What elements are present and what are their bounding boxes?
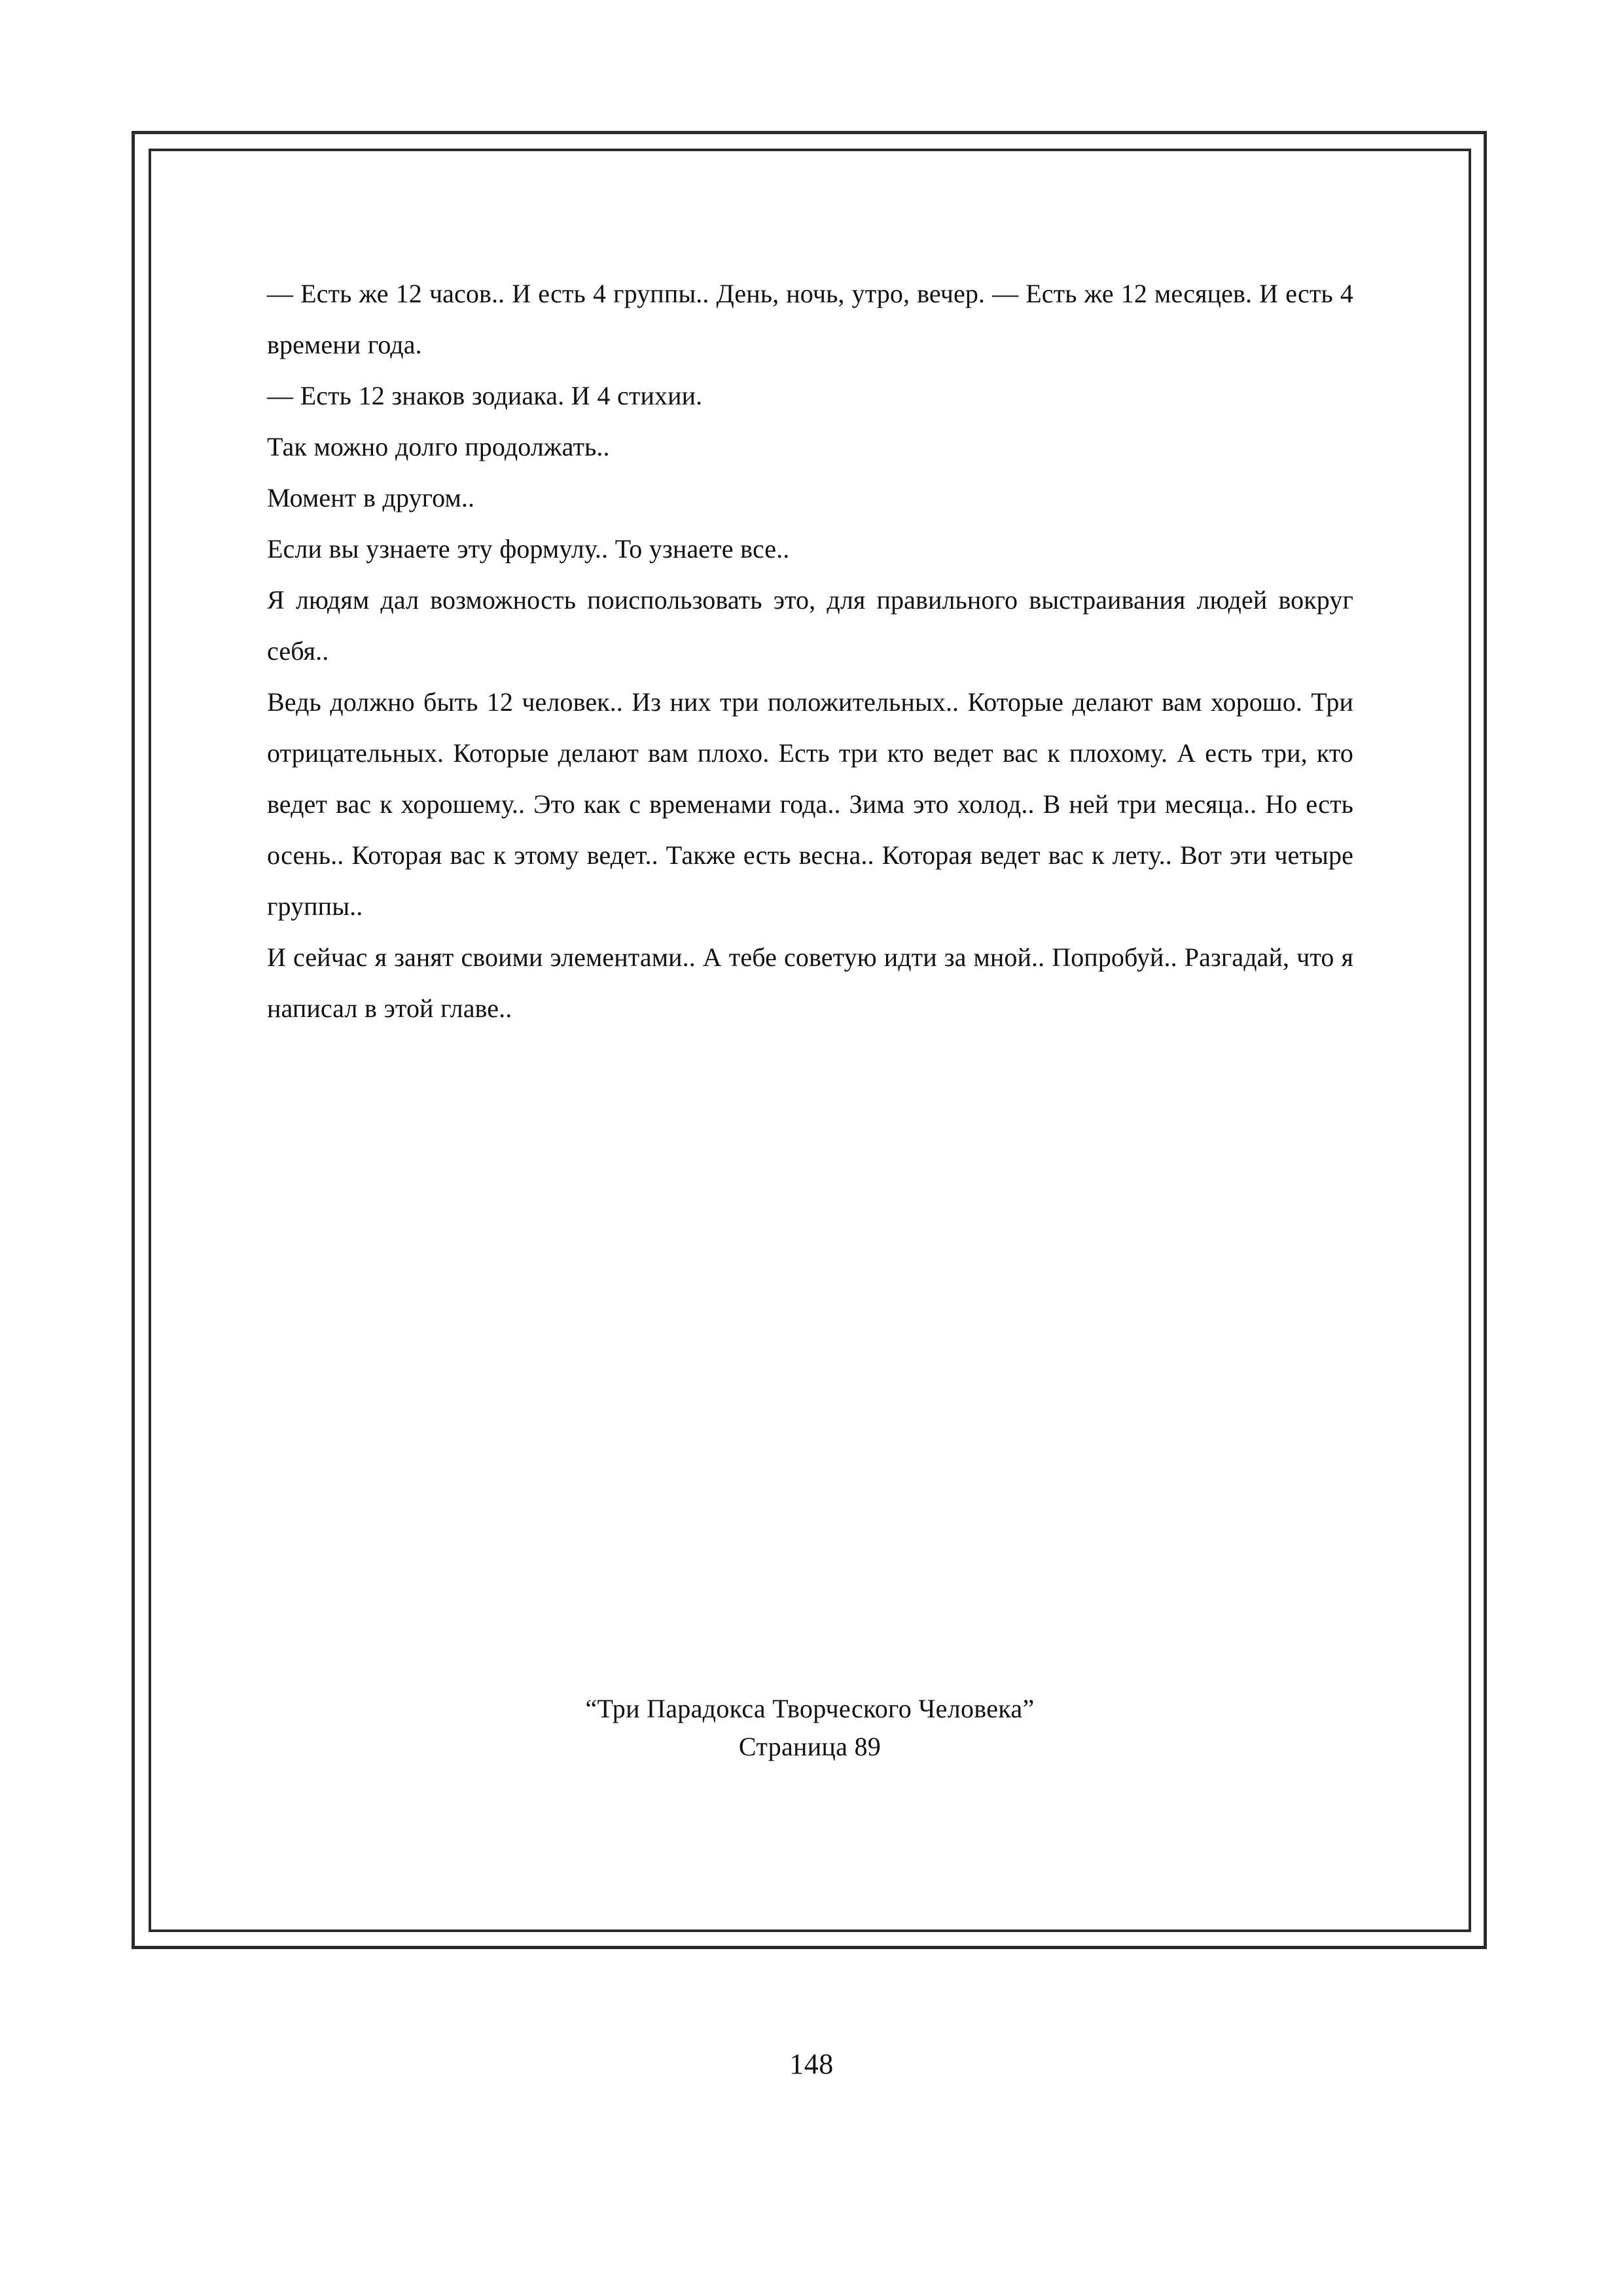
- page-label: Страница 89: [738, 1732, 882, 1761]
- body-paragraph: Так можно долго продолжать..: [267, 432, 610, 461]
- body-paragraph: — Есть 12 знаков зодиака. И 4 стихии.: [267, 381, 703, 410]
- body-paragraph: Ведь должно быть 12 человек.. Из них три положительных.. Которые делают вам хорошо. Три отрицательных. Которые делают вам плохо. Есть три кто ведет вас к плохому. А есть три, кто ведет вас к хорошему.. Это как с временами года.. Зима это холод.. В ней три месяца.. Но есть осень.. Которая вас к этому ведет.. Также есть весна.. Которая ведет вас к лету.. Вот эти четыре группы..: [267, 687, 1353, 921]
- body-paragraph: Если вы узнаете эту формулу.. То узнаете все..: [267, 534, 790, 564]
- book-title: “Три Парадокса Творческого Человека”: [585, 1694, 1035, 1723]
- body-text-column: [267, 268, 1353, 1034]
- footer-block: [149, 1690, 1471, 1766]
- body-paragraph: Момент в другом..: [267, 483, 475, 512]
- page-number: 148: [789, 2048, 834, 2080]
- body-paragraph: — Есть же 12 часов.. И есть 4 группы.. День, ночь, утро, вечер. — Есть же 12 месяцев. И есть 4 времени года.: [267, 279, 1353, 359]
- body-paragraph: Я людям дал возможность поиспользовать это, для правильного выстраивания людей вокруг себя..: [267, 585, 1353, 666]
- body-paragraph: И сейчас я занят своими элементами.. А тебе советую идти за мной.. Попробуй.. Разгадай, что я написал в этой главе..: [267, 942, 1353, 1023]
